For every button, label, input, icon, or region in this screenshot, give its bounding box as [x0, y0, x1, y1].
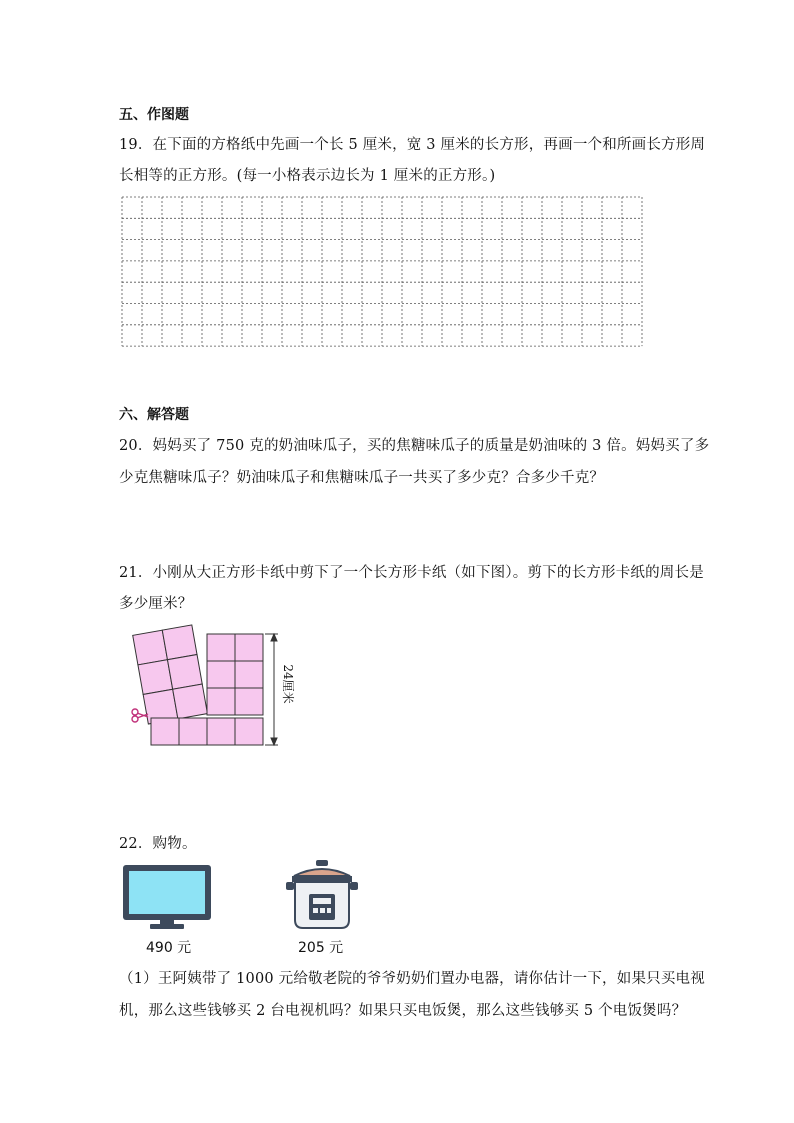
q21-text-line2: 多少厘米？ — [119, 596, 193, 612]
dimension-label: 24厘米 — [281, 664, 295, 704]
square-grid-paper — [120, 195, 650, 347]
tv-icon — [122, 864, 212, 930]
q21-text-line1: 21．小刚从大正方形卡纸中剪下了一个长方形卡纸（如下图）。剪下的长方形卡纸的周长是 — [119, 565, 704, 581]
q22-title: 22．购物。 — [119, 836, 197, 852]
cooker-price: 205 元 — [298, 940, 344, 956]
q19-text-line1: 19．在下面的方格纸中先画一个长 5 厘米，宽 3 厘米的长方形，再画一个和所画长方形周 — [119, 137, 706, 153]
q22-sub1-line1: （1）王阿姨带了 1000 元给敬老院的爷爷奶奶们置办电器，请你估计一下，如果只买电视 — [119, 971, 705, 987]
rice-cooker-icon — [286, 858, 358, 934]
section-six-title: 六、解答题 — [119, 407, 189, 423]
cut-out-rectangle — [133, 625, 208, 724]
q21-cut-rectangle-figure — [128, 620, 303, 750]
q20-text-line2: 少克焦糖味瓜子？奶油味瓜子和焦糖味瓜子一共买了多少克？合多少千克？ — [119, 470, 605, 486]
q22-sub1-line2: 机，那么这些钱够买 2 台电视机吗？如果只买电饭煲，那么这些钱够买 5 个电饭煲吗？ — [119, 1003, 687, 1019]
dimension-line — [265, 634, 278, 745]
tv-price: 490 元 — [146, 940, 192, 956]
section-five-title: 五、作图题 — [119, 107, 189, 123]
q19-text-line2: 长相等的正方形。(每一小格表示边长为 1 厘米的正方形。) — [119, 168, 496, 184]
q20-text-line1: 20．妈妈买了 750 克的奶油味瓜子，买的焦糖味瓜子的质量是奶油味的 3 倍。妈妈买了多 — [119, 438, 710, 454]
